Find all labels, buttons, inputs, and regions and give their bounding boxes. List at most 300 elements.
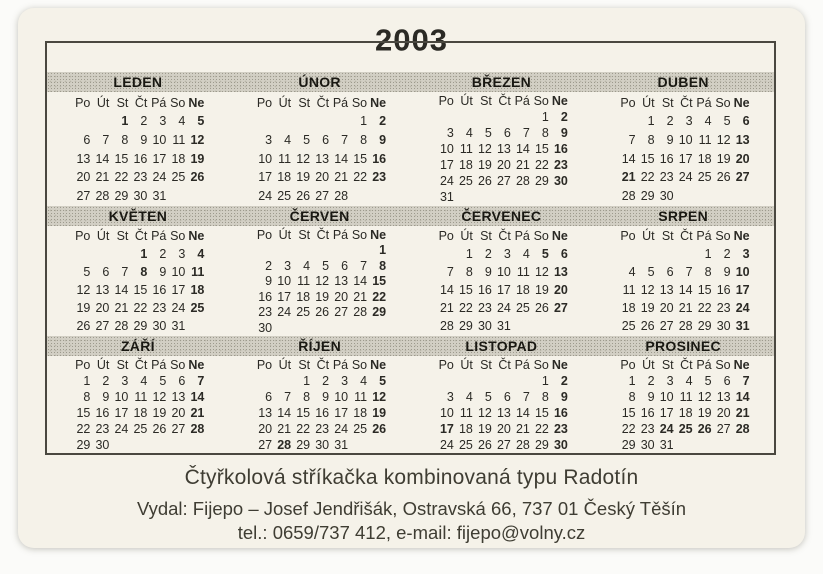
day-cell: 30 bbox=[553, 438, 568, 453]
day-cell: 13 bbox=[553, 265, 568, 280]
day-cell: 17 bbox=[277, 289, 292, 304]
month-name: PROSINEC bbox=[645, 338, 721, 354]
day-cell: 4 bbox=[522, 247, 530, 262]
day-cell: 26 bbox=[372, 422, 387, 437]
empty-day-cell bbox=[272, 374, 291, 390]
week-row bbox=[253, 321, 386, 336]
day-header-cell: Čt bbox=[134, 358, 148, 373]
day-header-cell: Čt bbox=[498, 358, 511, 373]
empty-day-cell bbox=[473, 190, 492, 206]
empty-day-cell bbox=[617, 246, 636, 264]
day-cell: 16 bbox=[553, 142, 568, 157]
day-header-cell: So bbox=[715, 229, 731, 244]
day-header-cell: Ne bbox=[551, 358, 568, 373]
week-row bbox=[71, 300, 204, 318]
day-cell: 10 bbox=[678, 132, 693, 147]
day-cell: 7 bbox=[446, 265, 454, 280]
day-cell: 28 bbox=[735, 422, 750, 437]
day-cell: 21 bbox=[114, 301, 129, 316]
day-cell: 19 bbox=[372, 406, 387, 421]
empty-day-cell bbox=[636, 246, 655, 264]
day-cell: 24 bbox=[439, 438, 454, 453]
empty-day-cell bbox=[272, 113, 291, 132]
empty-day-cell bbox=[454, 374, 473, 390]
day-cell: 9 bbox=[666, 132, 674, 147]
day-cell: 18 bbox=[353, 406, 368, 421]
day-cell: 1 bbox=[360, 114, 368, 129]
day-cell: 4 bbox=[178, 114, 186, 129]
day-cell: 27 bbox=[95, 319, 110, 334]
day-cell: 2 bbox=[666, 114, 674, 129]
day-cell: 4 bbox=[465, 126, 473, 141]
day-cell: 27 bbox=[735, 170, 750, 185]
empty-day-cell bbox=[473, 374, 492, 390]
month-column bbox=[47, 356, 229, 454]
day-cell: 8 bbox=[140, 265, 148, 280]
day-cell: 26 bbox=[296, 188, 311, 203]
day-cell: 24 bbox=[258, 188, 273, 203]
day-cell: 30 bbox=[95, 438, 110, 453]
day-cell: 4 bbox=[303, 258, 311, 273]
month-name: ÚNOR bbox=[298, 74, 341, 90]
empty-day-cell bbox=[367, 438, 386, 454]
day-header-cell: Po bbox=[620, 358, 636, 373]
day-cell: 7 bbox=[628, 132, 636, 147]
empty-day-cell bbox=[291, 113, 310, 132]
day-cell: 3 bbox=[742, 247, 750, 262]
day-cell: 10 bbox=[152, 132, 167, 147]
month-table bbox=[71, 94, 204, 206]
month-name: LISTOPAD bbox=[465, 338, 538, 354]
day-cell: 10 bbox=[114, 390, 129, 405]
day-cell: 31 bbox=[496, 319, 511, 334]
day-cell: 16 bbox=[258, 289, 273, 304]
day-cell: 24 bbox=[152, 170, 167, 185]
day-cell: 13 bbox=[496, 142, 511, 157]
day-cell: 28 bbox=[114, 319, 129, 334]
day-header-cell: Ne bbox=[370, 228, 387, 242]
day-header-cell: So bbox=[351, 228, 368, 242]
day-header-cell: Po bbox=[438, 358, 454, 373]
week-row bbox=[71, 246, 204, 264]
day-cell: 30 bbox=[716, 319, 731, 334]
day-header-row bbox=[617, 94, 750, 113]
day-cell: 18 bbox=[296, 289, 311, 304]
day-cell: 17 bbox=[258, 170, 273, 185]
day-header-cell: So bbox=[170, 229, 186, 244]
day-header-cell: So bbox=[715, 358, 731, 373]
day-cell: 1 bbox=[541, 110, 549, 125]
month-header-bar bbox=[47, 336, 774, 356]
day-cell: 8 bbox=[541, 390, 549, 405]
day-cell: 21 bbox=[678, 301, 693, 316]
day-cell: 14 bbox=[515, 142, 530, 157]
day-cell: 25 bbox=[697, 170, 712, 185]
week-row bbox=[71, 318, 204, 336]
day-cell: 29 bbox=[114, 188, 129, 203]
day-cell: 24 bbox=[659, 422, 674, 437]
week-row bbox=[253, 259, 386, 274]
day-cell: 20 bbox=[716, 406, 731, 421]
week-row bbox=[435, 190, 568, 206]
week-row bbox=[617, 113, 750, 132]
day-cell: 5 bbox=[704, 374, 712, 389]
day-cell: 6 bbox=[265, 390, 273, 405]
empty-day-cell bbox=[166, 438, 185, 454]
day-cell: 21 bbox=[334, 170, 349, 185]
day-cell: 19 bbox=[296, 170, 311, 185]
day-header-cell: Pá bbox=[514, 94, 530, 109]
day-cell: 18 bbox=[458, 422, 473, 437]
day-cell: 28 bbox=[334, 188, 349, 203]
day-cell: 8 bbox=[303, 390, 311, 405]
day-cell: 10 bbox=[439, 406, 454, 421]
day-cell: 7 bbox=[102, 132, 110, 147]
day-cell: 15 bbox=[534, 406, 549, 421]
day-cell: 13 bbox=[171, 390, 186, 405]
day-cell: 24 bbox=[678, 170, 693, 185]
week-row bbox=[253, 187, 386, 206]
day-header-cell: Pá bbox=[332, 95, 349, 110]
day-cell: 21 bbox=[515, 158, 530, 173]
week-row bbox=[435, 422, 568, 438]
month-column bbox=[592, 356, 774, 454]
week-row bbox=[435, 246, 568, 264]
day-cell: 3 bbox=[121, 374, 129, 389]
week-row bbox=[617, 390, 750, 406]
day-cell: 25 bbox=[678, 422, 693, 437]
day-cell: 20 bbox=[258, 422, 273, 437]
empty-day-cell bbox=[291, 243, 310, 258]
day-cell: 11 bbox=[622, 283, 636, 298]
day-cell: 11 bbox=[516, 265, 530, 280]
empty-day-cell bbox=[674, 187, 693, 206]
day-header-cell: Út bbox=[278, 95, 292, 110]
empty-day-cell bbox=[511, 374, 530, 390]
empty-day-cell bbox=[712, 187, 731, 206]
month-row-body bbox=[47, 226, 774, 336]
day-cell: 20 bbox=[76, 170, 91, 185]
empty-day-cell bbox=[511, 318, 530, 336]
week-row bbox=[253, 406, 386, 422]
day-cell: 5 bbox=[723, 114, 731, 129]
day-cell: 15 bbox=[697, 283, 712, 298]
day-header-row bbox=[71, 358, 204, 374]
week-row bbox=[71, 374, 204, 390]
week-row bbox=[617, 246, 750, 264]
empty-day-cell bbox=[435, 246, 454, 264]
day-header-cell: Ne bbox=[188, 95, 205, 110]
month-table bbox=[435, 358, 568, 454]
day-cell: 23 bbox=[716, 301, 731, 316]
day-cell: 12 bbox=[152, 390, 167, 405]
day-cell: 1 bbox=[647, 114, 655, 129]
day-cell: 13 bbox=[258, 406, 273, 421]
day-header-cell: Út bbox=[642, 358, 655, 373]
empty-day-cell bbox=[128, 438, 147, 454]
day-cell: 13 bbox=[735, 132, 750, 147]
month-header-bar bbox=[47, 206, 774, 226]
empty-day-cell bbox=[712, 438, 731, 454]
week-row bbox=[435, 282, 568, 300]
day-cell: 14 bbox=[353, 274, 368, 289]
day-cell: 5 bbox=[541, 247, 549, 262]
week-row bbox=[435, 406, 568, 422]
day-cell: 15 bbox=[372, 274, 387, 289]
day-header-cell: Po bbox=[75, 95, 91, 110]
day-header-cell: Ne bbox=[370, 95, 387, 110]
day-cell: 5 bbox=[484, 390, 492, 405]
day-cell: 28 bbox=[190, 422, 205, 437]
month-table bbox=[617, 94, 750, 206]
day-cell: 16 bbox=[659, 151, 674, 166]
day-cell: 6 bbox=[503, 390, 511, 405]
day-header-cell: St bbox=[480, 358, 492, 373]
day-cell: 15 bbox=[621, 406, 636, 421]
day-cell: 29 bbox=[133, 319, 148, 334]
day-cell: 19 bbox=[640, 301, 655, 316]
day-header-cell: St bbox=[298, 228, 311, 242]
day-cell: 26 bbox=[716, 170, 731, 185]
day-cell: 10 bbox=[496, 265, 511, 280]
day-cell: 30 bbox=[315, 438, 330, 453]
month-name: BŘEZEN bbox=[471, 74, 532, 90]
day-cell: 23 bbox=[152, 301, 167, 316]
day-cell: 4 bbox=[197, 247, 205, 262]
day-cell: 1 bbox=[628, 374, 636, 389]
empty-day-cell bbox=[71, 246, 90, 264]
day-header-cell: Pá bbox=[151, 95, 167, 110]
day-cell: 8 bbox=[647, 132, 655, 147]
day-header-cell: Pá bbox=[514, 229, 530, 244]
empty-day-cell bbox=[549, 190, 568, 206]
day-cell: 24 bbox=[496, 301, 511, 316]
day-cell: 15 bbox=[133, 283, 148, 298]
day-cell: 23 bbox=[258, 305, 273, 320]
week-row bbox=[71, 187, 204, 206]
day-cell: 20 bbox=[496, 158, 511, 173]
month-name: ČERVENEC bbox=[461, 208, 542, 224]
empty-day-cell bbox=[329, 243, 348, 258]
month-column bbox=[592, 226, 774, 336]
day-cell: 5 bbox=[484, 126, 492, 141]
empty-day-cell bbox=[348, 187, 367, 206]
week-row bbox=[435, 158, 568, 174]
day-cell: 6 bbox=[742, 114, 750, 129]
day-cell: 11 bbox=[134, 390, 148, 405]
day-cell: 11 bbox=[297, 274, 311, 289]
day-cell: 31 bbox=[439, 190, 454, 205]
day-cell: 2 bbox=[102, 374, 110, 389]
week-row bbox=[435, 300, 568, 318]
day-cell: 21 bbox=[95, 170, 110, 185]
day-header-cell: Po bbox=[75, 229, 91, 244]
day-cell: 16 bbox=[716, 283, 731, 298]
day-cell: 5 bbox=[379, 374, 387, 389]
empty-day-cell bbox=[674, 246, 693, 264]
empty-day-cell bbox=[348, 243, 367, 258]
day-cell: 8 bbox=[628, 390, 636, 405]
empty-day-cell bbox=[185, 187, 204, 206]
day-cell: 30 bbox=[258, 320, 273, 335]
day-cell: 3 bbox=[341, 374, 349, 389]
week-row bbox=[617, 187, 750, 206]
day-cell: 20 bbox=[735, 151, 750, 166]
month-table bbox=[435, 94, 568, 206]
week-row bbox=[253, 290, 386, 305]
day-cell: 25 bbox=[458, 438, 473, 453]
day-cell: 2 bbox=[159, 247, 167, 262]
day-cell: 22 bbox=[697, 301, 712, 316]
week-row bbox=[71, 264, 204, 282]
week-row bbox=[617, 318, 750, 336]
empty-day-cell bbox=[147, 438, 166, 454]
day-cell: 17 bbox=[496, 283, 511, 298]
day-cell: 4 bbox=[284, 132, 292, 147]
day-cell: 17 bbox=[659, 406, 674, 421]
day-cell: 27 bbox=[334, 305, 349, 320]
day-cell: 19 bbox=[76, 301, 91, 316]
day-cell: 3 bbox=[446, 126, 454, 141]
day-cell: 25 bbox=[296, 305, 311, 320]
day-cell: 27 bbox=[258, 438, 273, 453]
week-row bbox=[617, 150, 750, 169]
week-row bbox=[617, 282, 750, 300]
day-cell: 25 bbox=[190, 301, 205, 316]
day-header-cell: St bbox=[661, 229, 674, 244]
day-header-cell: Pá bbox=[696, 358, 712, 373]
month-column bbox=[411, 226, 593, 336]
day-cell: 12 bbox=[76, 283, 91, 298]
day-cell: 26 bbox=[190, 170, 205, 185]
day-cell: 10 bbox=[659, 390, 674, 405]
day-cell: 9 bbox=[379, 132, 387, 147]
empty-day-cell bbox=[329, 113, 348, 132]
day-cell: 29 bbox=[697, 319, 712, 334]
day-cell: 22 bbox=[534, 422, 549, 437]
empty-day-cell bbox=[511, 190, 530, 206]
day-cell: 16 bbox=[315, 406, 330, 421]
week-row bbox=[617, 374, 750, 390]
day-cell: 4 bbox=[685, 374, 693, 389]
day-cell: 7 bbox=[360, 258, 368, 273]
empty-day-cell bbox=[272, 321, 291, 336]
day-cell: 11 bbox=[172, 132, 186, 147]
day-header-cell: Ne bbox=[370, 358, 387, 373]
day-cell: 2 bbox=[379, 114, 387, 129]
day-cell: 12 bbox=[190, 132, 205, 147]
month-column bbox=[47, 226, 229, 336]
day-cell: 7 bbox=[522, 126, 530, 141]
day-cell: 2 bbox=[265, 258, 273, 273]
empty-day-cell bbox=[310, 113, 329, 132]
day-cell: 29 bbox=[296, 438, 311, 453]
week-row bbox=[435, 318, 568, 336]
month-column bbox=[411, 356, 593, 454]
week-row bbox=[435, 390, 568, 406]
day-cell: 6 bbox=[341, 258, 349, 273]
day-cell: 9 bbox=[647, 390, 655, 405]
week-row bbox=[253, 131, 386, 150]
month-column bbox=[229, 226, 411, 336]
empty-day-cell bbox=[291, 321, 310, 336]
week-row bbox=[435, 110, 568, 126]
day-cell: 28 bbox=[621, 188, 636, 203]
day-cell: 1 bbox=[140, 247, 148, 262]
day-header-cell: Ne bbox=[551, 94, 568, 109]
day-cell: 16 bbox=[372, 151, 387, 166]
day-header-cell: Pá bbox=[696, 95, 712, 110]
month-column bbox=[411, 92, 593, 206]
day-header-cell: Čt bbox=[498, 94, 511, 109]
month-table bbox=[253, 228, 386, 336]
day-cell: 6 bbox=[503, 126, 511, 141]
day-cell: 9 bbox=[102, 390, 110, 405]
empty-day-cell bbox=[492, 190, 511, 206]
day-cell: 21 bbox=[621, 170, 636, 185]
day-cell: 18 bbox=[621, 301, 636, 316]
empty-day-cell bbox=[530, 190, 549, 206]
day-header-cell: Čt bbox=[134, 95, 148, 110]
day-cell: 17 bbox=[735, 283, 750, 298]
day-header-row bbox=[71, 94, 204, 113]
day-cell: 28 bbox=[515, 438, 530, 453]
day-cell: 7 bbox=[685, 265, 693, 280]
day-cell: 8 bbox=[465, 265, 473, 280]
week-row bbox=[253, 305, 386, 320]
day-header-cell: St bbox=[116, 95, 129, 110]
day-cell: 22 bbox=[458, 301, 473, 316]
day-cell: 7 bbox=[522, 390, 530, 405]
day-header-cell: Čt bbox=[680, 229, 693, 244]
month-name: ZÁŘÍ bbox=[120, 338, 155, 354]
day-cell: 23 bbox=[315, 422, 330, 437]
day-cell: 20 bbox=[315, 170, 330, 185]
day-cell: 31 bbox=[171, 319, 186, 334]
week-row bbox=[253, 390, 386, 406]
month-column bbox=[229, 92, 411, 206]
day-cell: 8 bbox=[360, 132, 368, 147]
day-cell: 17 bbox=[171, 283, 186, 298]
empty-day-cell bbox=[530, 318, 549, 336]
day-cell: 20 bbox=[659, 301, 674, 316]
week-row bbox=[617, 169, 750, 188]
day-cell: 10 bbox=[258, 151, 273, 166]
day-cell: 31 bbox=[152, 188, 167, 203]
footer bbox=[18, 466, 805, 545]
week-row bbox=[253, 113, 386, 132]
day-cell: 30 bbox=[553, 174, 568, 189]
day-cell: 26 bbox=[152, 422, 167, 437]
day-header-cell: Út bbox=[278, 228, 292, 242]
empty-day-cell bbox=[367, 187, 386, 206]
day-cell: 13 bbox=[716, 390, 731, 405]
day-cell: 23 bbox=[95, 422, 110, 437]
day-cell: 24 bbox=[735, 301, 750, 316]
day-cell: 17 bbox=[152, 151, 167, 166]
day-cell: 30 bbox=[640, 438, 655, 453]
day-cell: 9 bbox=[560, 126, 568, 141]
day-header-cell: So bbox=[170, 95, 186, 110]
month-table bbox=[435, 228, 568, 336]
empty-day-cell bbox=[693, 438, 712, 454]
day-header-cell: Po bbox=[620, 229, 636, 244]
day-cell: 31 bbox=[334, 438, 349, 453]
day-header-cell: Po bbox=[256, 358, 273, 373]
calendar-rows bbox=[47, 72, 774, 454]
month-row-body bbox=[47, 92, 774, 206]
day-header-cell: Po bbox=[75, 358, 91, 373]
